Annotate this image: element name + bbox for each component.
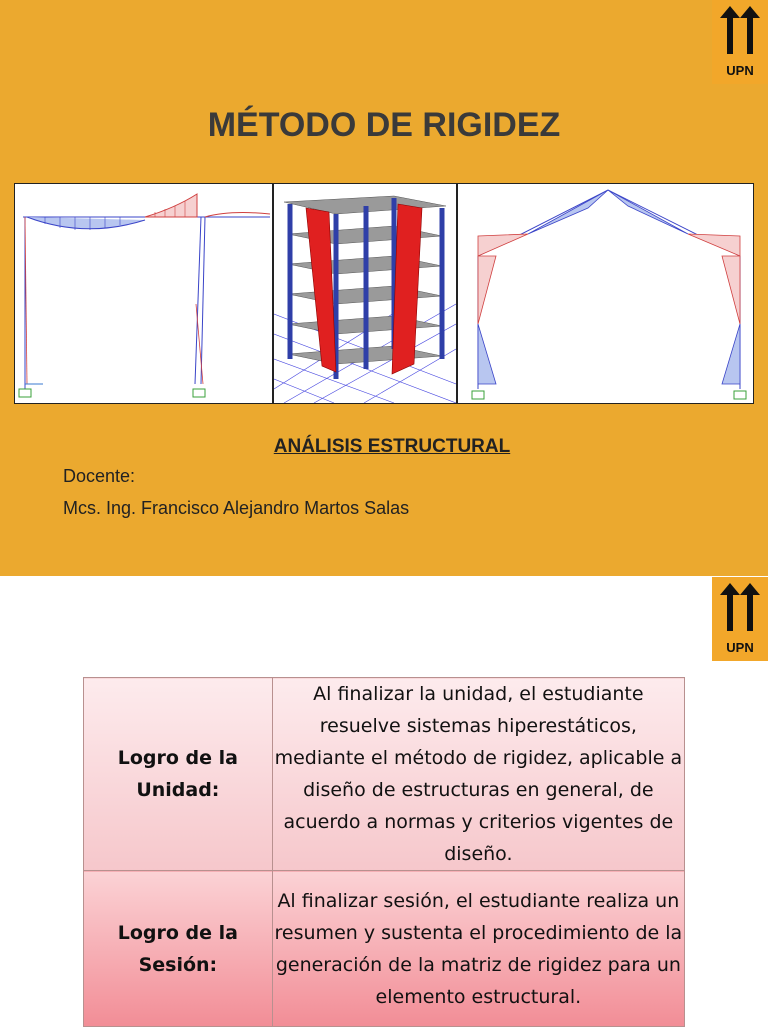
- logro-sesion-text: Al finalizar sesión, el estudiante realiza un resumen y sustenta el procedimiento de la generación de la matriz de rigidez para un elemento estructural.: [272, 871, 684, 1027]
- upn-logo-text: UPN: [726, 640, 754, 655]
- course-subtitle: ANÁLISIS ESTRUCTURAL: [273, 436, 511, 457]
- upn-logo: [712, 0, 768, 84]
- logro-unidad-label: Logro de la Unidad:: [84, 678, 273, 871]
- slide-title: MÉTODO DE RIGIDEZ: [207, 106, 561, 144]
- gable-frame-diagram: [457, 183, 754, 404]
- building-3d-model: [273, 183, 457, 404]
- logros-table: [83, 677, 685, 1027]
- logro-sesion-label: Logro de la Sesión:: [84, 871, 273, 1027]
- table-row: [84, 678, 685, 871]
- upn-logo-text: UPN: [726, 63, 754, 78]
- logro-unidad-text: Al finalizar la unidad, el estudiante resuelve sistemas hiperestáticos, mediante el método de rigidez, aplicable a diseño de estructuras en general, de acuerdo a normas y criterios vigentes de diseño.: [272, 678, 684, 871]
- upn-arrow-icon: [720, 583, 760, 631]
- upn-logo: [712, 577, 768, 661]
- docente-label: Docente:: [63, 466, 136, 486]
- table-row: [84, 871, 685, 1027]
- docente-name: Mcs. Ing. Francisco Alejandro Martos Salas: [63, 498, 410, 518]
- frame-moment-diagram: [14, 183, 273, 404]
- upn-arrow-icon: [720, 6, 760, 54]
